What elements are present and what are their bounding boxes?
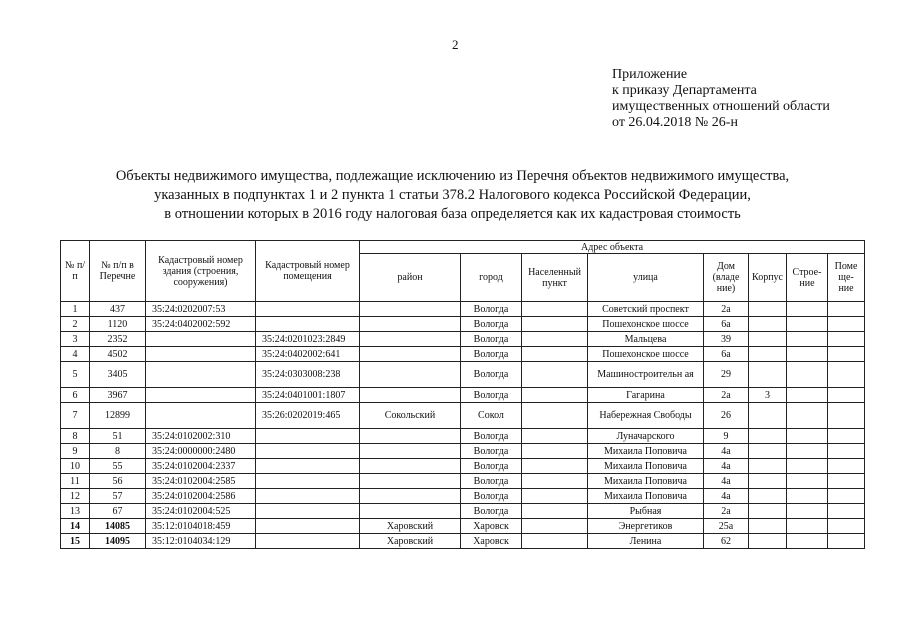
cell-list-num: 3967 xyxy=(90,388,146,403)
cell-premises-cadastral: 35:24:0201023:2849 xyxy=(256,332,360,347)
cell-house: 4а xyxy=(704,459,749,474)
cell-premises-cadastral xyxy=(256,534,360,549)
cell-building-cadastral: 35:24:0102002:310 xyxy=(146,429,256,444)
cell-district xyxy=(360,317,461,332)
table-body xyxy=(61,302,865,549)
cell-list-num: 14085 xyxy=(90,519,146,534)
cell-num: 8 xyxy=(61,429,90,444)
table-row xyxy=(61,332,865,347)
header-num: № п/п xyxy=(61,241,90,302)
cell-pomeshchenie xyxy=(828,429,865,444)
cell-pomeshchenie xyxy=(828,362,865,388)
table-row xyxy=(61,474,865,489)
cell-premises-cadastral xyxy=(256,459,360,474)
cell-premises-cadastral xyxy=(256,429,360,444)
cell-building-cadastral: 35:24:0102004:2586 xyxy=(146,489,256,504)
cell-pomeshchenie xyxy=(828,489,865,504)
cell-city: Вологда xyxy=(461,474,522,489)
cell-building-cadastral xyxy=(146,388,256,403)
cell-city: Харовск xyxy=(461,519,522,534)
table-row xyxy=(61,459,865,474)
cell-district xyxy=(360,504,461,519)
cell-street: Ленина xyxy=(588,534,704,549)
header-address-group: Адрес объекта xyxy=(360,241,865,254)
table-row xyxy=(61,388,865,403)
cell-district xyxy=(360,302,461,317)
cell-building-cadastral: 35:12:0104034:129 xyxy=(146,534,256,549)
cell-building-cadastral: 35:24:0202007:53 xyxy=(146,302,256,317)
cell-korpus xyxy=(749,347,787,362)
cell-premises-cadastral xyxy=(256,444,360,459)
cell-stroenie xyxy=(787,302,828,317)
cell-house: 4а xyxy=(704,444,749,459)
cell-premises-cadastral xyxy=(256,317,360,332)
cell-premises-cadastral: 35:24:0402002:641 xyxy=(256,347,360,362)
cell-settlement xyxy=(522,489,588,504)
cell-settlement xyxy=(522,459,588,474)
cell-city: Вологда xyxy=(461,504,522,519)
cell-settlement xyxy=(522,347,588,362)
cell-settlement xyxy=(522,429,588,444)
cell-house: 2а xyxy=(704,504,749,519)
cell-street: Набережная Свободы xyxy=(588,403,704,429)
cell-stroenie xyxy=(787,444,828,459)
cell-korpus xyxy=(749,459,787,474)
cell-street: Пошехонское шоссе xyxy=(588,317,704,332)
cell-pomeshchenie xyxy=(828,474,865,489)
cell-list-num: 2352 xyxy=(90,332,146,347)
cell-settlement xyxy=(522,302,588,317)
cell-city: Вологда xyxy=(461,459,522,474)
cell-street: Луначарского xyxy=(588,429,704,444)
appendix-line: Приложение xyxy=(612,67,688,82)
cell-korpus xyxy=(749,362,787,388)
table-row xyxy=(61,317,865,332)
cell-district xyxy=(360,429,461,444)
cell-city: Сокол xyxy=(461,403,522,429)
cell-premises-cadastral xyxy=(256,302,360,317)
cell-settlement xyxy=(522,403,588,429)
cell-city: Вологда xyxy=(461,302,522,317)
header-pomeshchenie: Поме ще- ние xyxy=(828,254,865,302)
cell-city: Вологда xyxy=(461,317,522,332)
cell-premises-cadastral xyxy=(256,504,360,519)
appendix-line: имущественных отношений области xyxy=(612,99,830,114)
title-line: в отношении которых в 2016 году налоговая база определяется как их кадастровая стоимость xyxy=(164,206,741,222)
table-row xyxy=(61,429,865,444)
cell-district xyxy=(360,474,461,489)
cell-city: Вологда xyxy=(461,388,522,403)
cell-num: 6 xyxy=(61,388,90,403)
table-row xyxy=(61,362,865,388)
cell-district xyxy=(360,388,461,403)
cell-premises-cadastral: 35:24:0303008:238 xyxy=(256,362,360,388)
cell-stroenie xyxy=(787,489,828,504)
header-stroenie: Строе- ние xyxy=(787,254,828,302)
appendix-block xyxy=(612,67,830,131)
table-row xyxy=(61,489,865,504)
cell-korpus xyxy=(749,534,787,549)
cell-street: Михаила Поповича xyxy=(588,444,704,459)
cell-list-num: 56 xyxy=(90,474,146,489)
cell-premises-cadastral xyxy=(256,474,360,489)
cell-pomeshchenie xyxy=(828,519,865,534)
cell-num: 5 xyxy=(61,362,90,388)
cell-settlement xyxy=(522,519,588,534)
cell-house: 2а xyxy=(704,388,749,403)
cell-building-cadastral xyxy=(146,347,256,362)
table-row xyxy=(61,302,865,317)
cell-street: Гагарина xyxy=(588,388,704,403)
cell-street: Советский проспект xyxy=(588,302,704,317)
cell-building-cadastral xyxy=(146,332,256,347)
cell-num: 12 xyxy=(61,489,90,504)
cell-district: Харовский xyxy=(360,519,461,534)
cell-building-cadastral: 35:24:0102004:525 xyxy=(146,504,256,519)
cell-street: Машиностроительн ая xyxy=(588,362,704,388)
cell-building-cadastral: 35:12:0104018:459 xyxy=(146,519,256,534)
cell-settlement xyxy=(522,362,588,388)
cell-house: 4а xyxy=(704,489,749,504)
cell-list-num: 8 xyxy=(90,444,146,459)
cell-city: Вологда xyxy=(461,347,522,362)
header-city: город xyxy=(461,254,522,302)
cell-building-cadastral: 35:24:0000000:2480 xyxy=(146,444,256,459)
table-row xyxy=(61,504,865,519)
cell-street: Михаила Поповича xyxy=(588,459,704,474)
cell-korpus xyxy=(749,504,787,519)
cell-num: 2 xyxy=(61,317,90,332)
cell-pomeshchenie xyxy=(828,534,865,549)
cell-district xyxy=(360,489,461,504)
cell-num: 13 xyxy=(61,504,90,519)
cell-list-num: 57 xyxy=(90,489,146,504)
cell-house: 6а xyxy=(704,317,749,332)
page-number: 2 xyxy=(452,37,459,52)
cell-korpus xyxy=(749,489,787,504)
table-row xyxy=(61,519,865,534)
cell-street: Пошехонское шоссе xyxy=(588,347,704,362)
cell-street: Энергетиков xyxy=(588,519,704,534)
cell-premises-cadastral xyxy=(256,519,360,534)
cell-district xyxy=(360,347,461,362)
header-street: улица xyxy=(588,254,704,302)
cell-num: 11 xyxy=(61,474,90,489)
cell-num: 10 xyxy=(61,459,90,474)
cell-city: Харовск xyxy=(461,534,522,549)
cell-house: 25а xyxy=(704,519,749,534)
cell-settlement xyxy=(522,534,588,549)
document-title xyxy=(60,167,845,224)
cell-pomeshchenie xyxy=(828,317,865,332)
cell-street: Михаила Поповича xyxy=(588,474,704,489)
cell-district xyxy=(360,444,461,459)
cell-district: Сокольский xyxy=(360,403,461,429)
cell-house: 9 xyxy=(704,429,749,444)
cell-pomeshchenie xyxy=(828,504,865,519)
cell-city: Вологда xyxy=(461,362,522,388)
cell-stroenie xyxy=(787,534,828,549)
cell-list-num: 3405 xyxy=(90,362,146,388)
cell-stroenie xyxy=(787,362,828,388)
cell-stroenie xyxy=(787,317,828,332)
cell-pomeshchenie xyxy=(828,332,865,347)
cell-list-num: 14095 xyxy=(90,534,146,549)
table-row xyxy=(61,347,865,362)
header-premises-cadastral: Кадастровый номер помещения xyxy=(256,241,360,302)
cell-pomeshchenie xyxy=(828,459,865,474)
cell-premises-cadastral xyxy=(256,489,360,504)
cell-korpus xyxy=(749,317,787,332)
cell-list-num: 55 xyxy=(90,459,146,474)
cell-house: 26 xyxy=(704,403,749,429)
cell-num: 15 xyxy=(61,534,90,549)
cell-stroenie xyxy=(787,332,828,347)
cell-building-cadastral: 35:24:0402002:592 xyxy=(146,317,256,332)
cell-pomeshchenie xyxy=(828,347,865,362)
cell-district xyxy=(360,362,461,388)
table-row xyxy=(61,403,865,429)
cell-house: 39 xyxy=(704,332,749,347)
cell-list-num: 4502 xyxy=(90,347,146,362)
cell-korpus xyxy=(749,444,787,459)
cell-settlement xyxy=(522,332,588,347)
cell-list-num: 12899 xyxy=(90,403,146,429)
cell-building-cadastral: 35:24:0102004:2337 xyxy=(146,459,256,474)
cell-list-num: 67 xyxy=(90,504,146,519)
cell-street: Михаила Поповича xyxy=(588,489,704,504)
cell-city: Вологда xyxy=(461,429,522,444)
cell-city: Вологда xyxy=(461,489,522,504)
cell-city: Вологда xyxy=(461,332,522,347)
cell-house: 2а xyxy=(704,302,749,317)
cell-num: 1 xyxy=(61,302,90,317)
cell-house: 4а xyxy=(704,474,749,489)
cell-street: Рыбная xyxy=(588,504,704,519)
cell-pomeshchenie xyxy=(828,302,865,317)
appendix-line: к приказу Департамента xyxy=(612,83,757,98)
header-list-num: № п/п в Перечне xyxy=(90,241,146,302)
header-building-cadastral: Кадастровый номер здания (строения, сооружения) xyxy=(146,241,256,302)
title-line: Объекты недвижимого имущества, подлежащие исключению из Перечня объектов недвижимого имущества, xyxy=(115,168,790,184)
cell-district xyxy=(360,332,461,347)
cell-stroenie xyxy=(787,459,828,474)
cell-building-cadastral xyxy=(146,403,256,429)
cell-pomeshchenie xyxy=(828,403,865,429)
header-korpus: Корпус xyxy=(749,254,787,302)
cell-house: 62 xyxy=(704,534,749,549)
cell-stroenie xyxy=(787,519,828,534)
cell-street: Мальцева xyxy=(588,332,704,347)
cell-korpus xyxy=(749,429,787,444)
cell-district: Харовский xyxy=(360,534,461,549)
cell-list-num: 1120 xyxy=(90,317,146,332)
cell-korpus: 3 xyxy=(749,388,787,403)
cell-num: 14 xyxy=(61,519,90,534)
cell-stroenie xyxy=(787,474,828,489)
cell-num: 9 xyxy=(61,444,90,459)
header-house: Дом (владе ние) xyxy=(704,254,749,302)
cell-num: 4 xyxy=(61,347,90,362)
cell-korpus xyxy=(749,403,787,429)
header-settlement: Населенный пункт xyxy=(522,254,588,302)
cell-stroenie xyxy=(787,388,828,403)
cell-settlement xyxy=(522,444,588,459)
cell-list-num: 51 xyxy=(90,429,146,444)
header-district: район xyxy=(360,254,461,302)
cell-building-cadastral xyxy=(146,362,256,388)
cell-stroenie xyxy=(787,403,828,429)
cell-city: Вологда xyxy=(461,444,522,459)
cell-settlement xyxy=(522,474,588,489)
cell-num: 3 xyxy=(61,332,90,347)
appendix-line: от 26.04.2018 № 26-н xyxy=(612,115,738,130)
cell-house: 6а xyxy=(704,347,749,362)
cell-district xyxy=(360,459,461,474)
cell-pomeshchenie xyxy=(828,444,865,459)
cell-korpus xyxy=(749,332,787,347)
table-row xyxy=(61,444,865,459)
cell-korpus xyxy=(749,302,787,317)
cell-num: 7 xyxy=(61,403,90,429)
cell-building-cadastral: 35:24:0102004:2585 xyxy=(146,474,256,489)
cell-premises-cadastral: 35:24:0401001:1807 xyxy=(256,388,360,403)
cell-stroenie xyxy=(787,347,828,362)
title-line: указанных в подпунктах 1 и 2 пункта 1 статьи 378.2 Налогового кодекса Российской Федерации, xyxy=(154,187,751,203)
table-row xyxy=(61,534,865,549)
cell-house: 29 xyxy=(704,362,749,388)
cell-list-num: 437 xyxy=(90,302,146,317)
cell-premises-cadastral: 35:26:0202019:465 xyxy=(256,403,360,429)
cell-stroenie xyxy=(787,429,828,444)
cell-settlement xyxy=(522,504,588,519)
cell-korpus xyxy=(749,474,787,489)
cell-korpus xyxy=(749,519,787,534)
cell-pomeshchenie xyxy=(828,388,865,403)
cell-settlement xyxy=(522,388,588,403)
cell-stroenie xyxy=(787,504,828,519)
cell-settlement xyxy=(522,317,588,332)
property-table xyxy=(60,240,865,549)
